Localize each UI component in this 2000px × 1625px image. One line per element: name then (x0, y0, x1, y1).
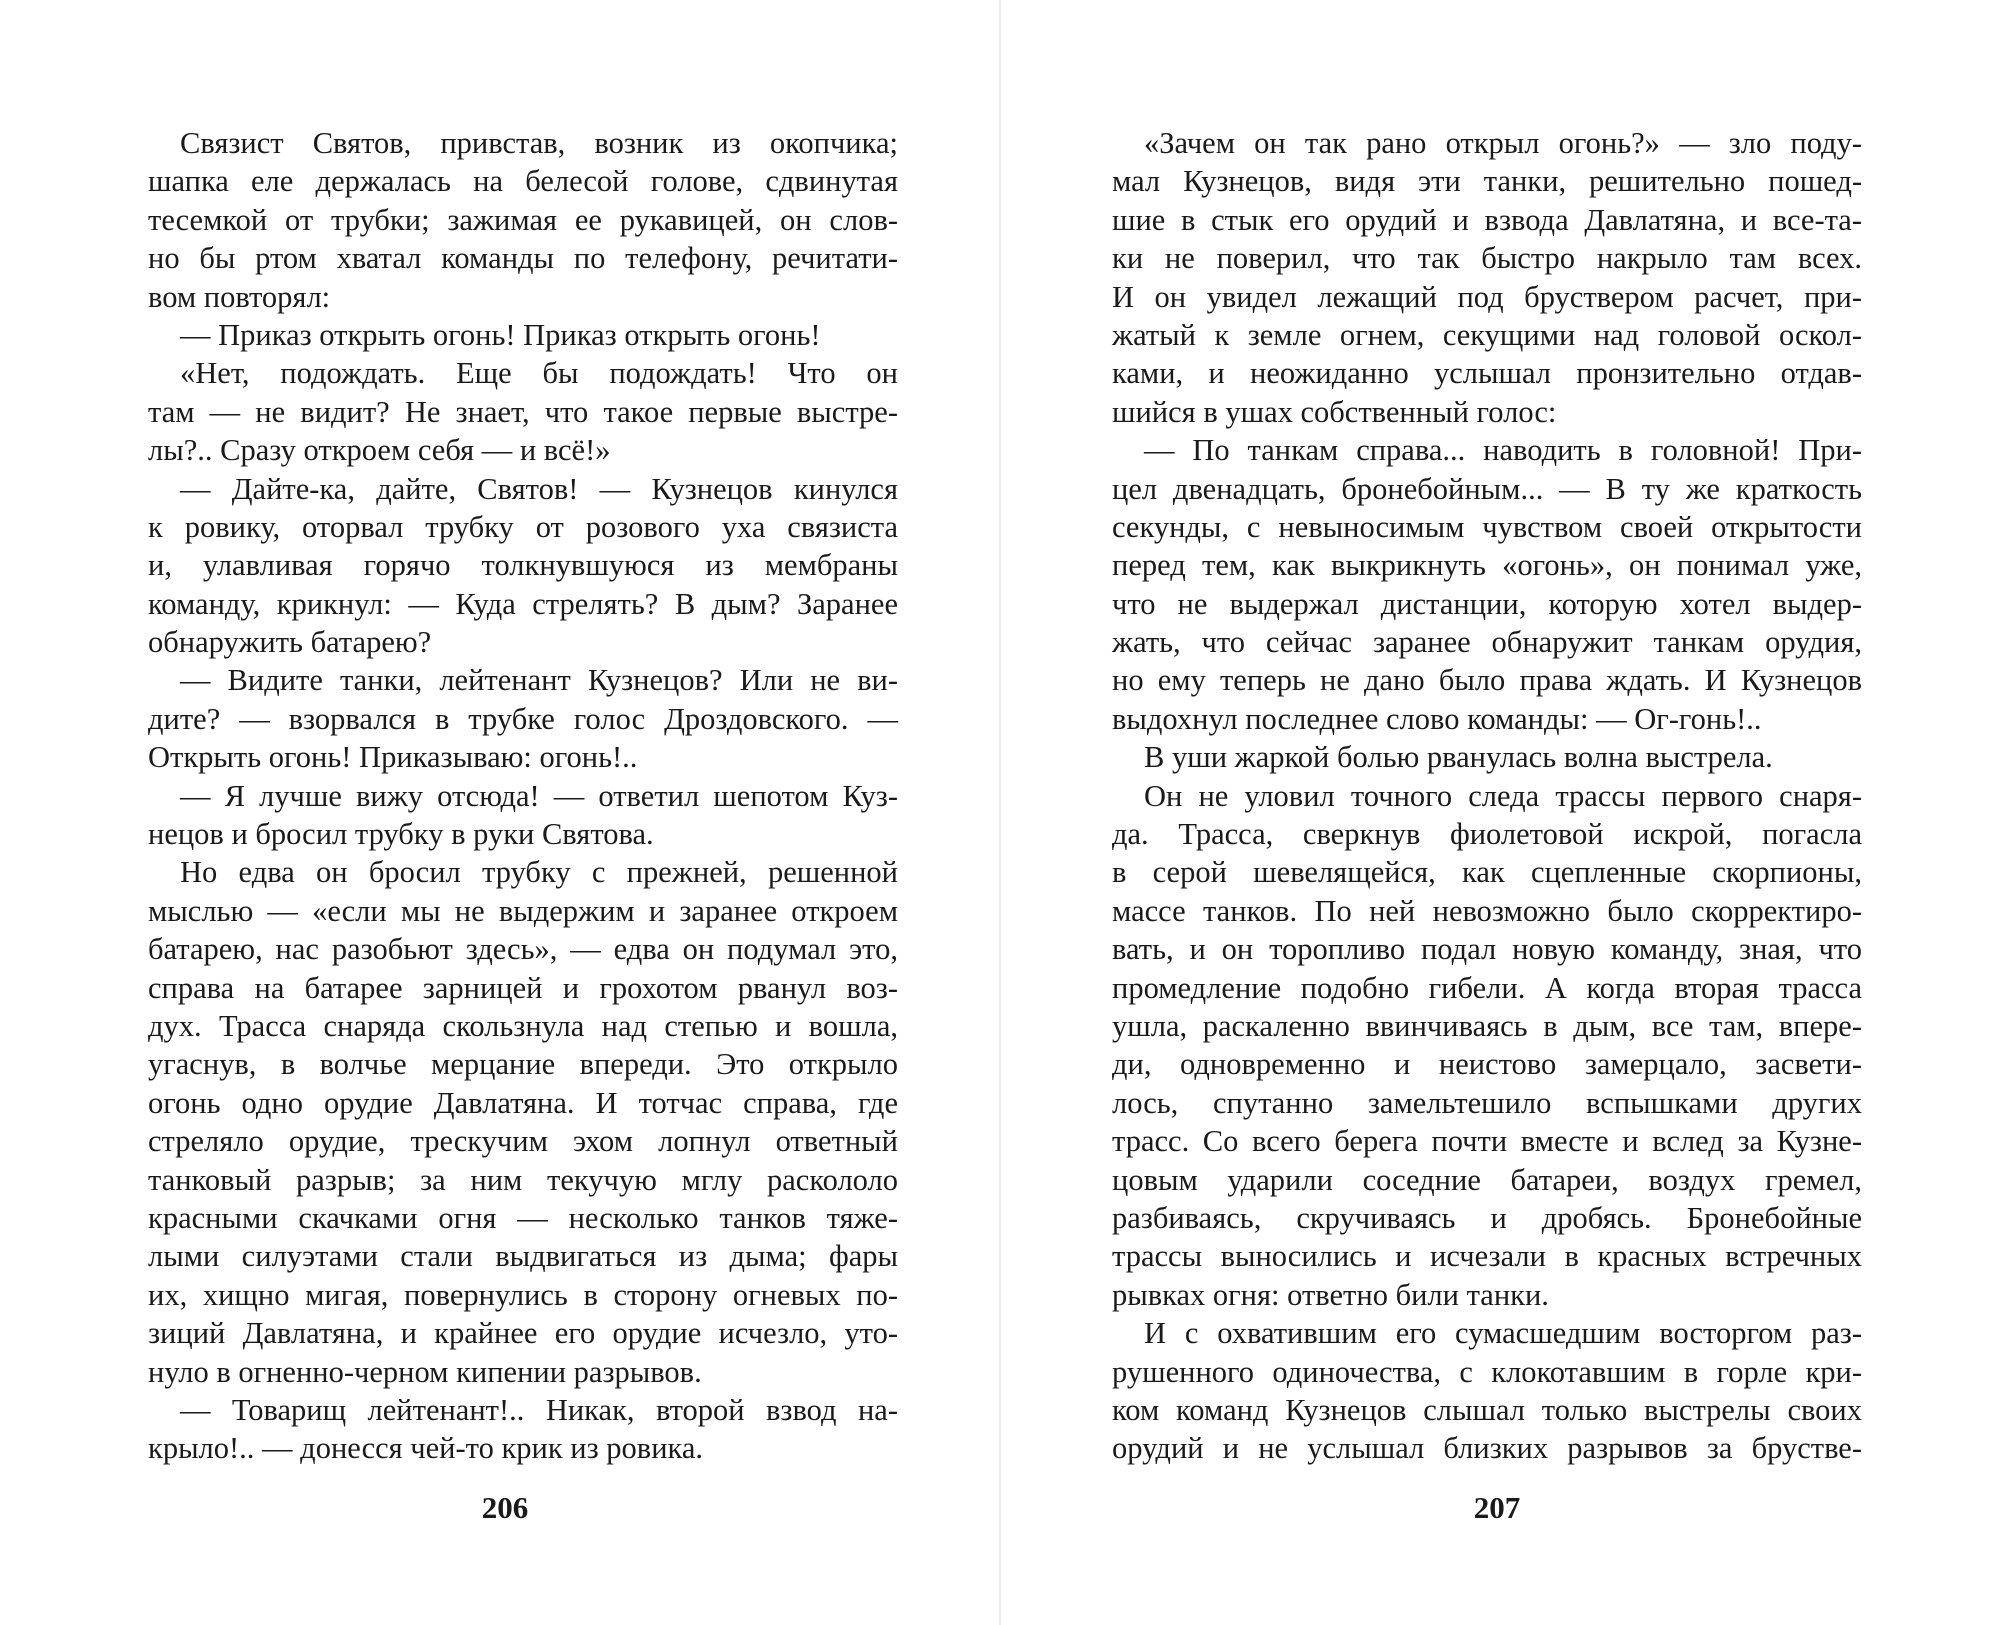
text-line: к ровику, оторвал трубку от розового уха связиста (148, 509, 898, 544)
text-line: тесемкой от трубки; зажимая ее рукавицей, он слов- (148, 202, 898, 237)
text-line: выдохнул последнее слово команды: — Ог-гонь!.. (1112, 701, 1762, 736)
text-line: крыло!.. — донесся чей-то крик из ровика. (148, 1431, 704, 1466)
text-line: ки не поверил, что так быстро накрыло там всех. (1112, 241, 1862, 276)
text-line: цовым ударили соседние батареи, воздух гремел, (1112, 1162, 1862, 1197)
text-line: справа на батарее зарницей и грохотом рванул воз- (148, 970, 898, 1005)
text-line: обнаружить батарею? (148, 625, 432, 660)
text-line: — Я лучше вижу отсюда! — ответил шепотом Куз- (180, 778, 898, 813)
text-line: и, улавливая горячо толкнувшуюся из мембраны (148, 548, 898, 583)
text-line: но ему теперь не дано было права ждать. И Кузнецов (1112, 663, 1862, 698)
text-line: в серой шевелящейся, как сцепленные скорпионы, (1112, 855, 1862, 890)
right-page (1000, 0, 1960, 1625)
text-line: красными скачками огня — несколько танков тяже- (148, 1200, 898, 1235)
text-line: да. Трасса, сверкнув фиолетовой искрой, погасла (1112, 817, 1862, 852)
text-line: массе танков. По ней невозможно было скорректиро- (1112, 893, 1862, 928)
text-line: Связист Святов, привстав, возник из окопчика; (180, 126, 898, 160)
text-line: «Нет, подождать. Еще бы подождать! Что он (180, 356, 898, 391)
text-line: огонь одно орудие Давлатяна. И тотчас справа, где (148, 1085, 898, 1120)
text-line: угаснув, в волчье мерцание впереди. Это открыло (148, 1047, 898, 1082)
text-line: танковый разрыв; за ним текучую мглу раскололо (148, 1162, 898, 1197)
text-line: нуло в огненно-черном кипении разрывов. (148, 1354, 702, 1389)
text-line: вом повторял: (148, 279, 331, 314)
text-line: там — не видит? Не знает, что такое первые выстре- (148, 394, 898, 429)
text-line: вать, и он торопливо подал новую команду, зная, что (1112, 932, 1862, 967)
text-line: В уши жаркой болью рванулась волна выстрела. (1144, 740, 1773, 775)
text-line: шапка еле держалась на белесой голове, сдвинутая (148, 164, 898, 199)
text-line: лось, спутанно замельтешило вспышками других (1112, 1085, 1862, 1120)
text-line: команду, крикнул: — Куда стрелять? В дым? Заранее (148, 586, 898, 621)
text-line: рывках огня: ответно били танки. (1112, 1277, 1549, 1312)
right-page-text (1112, 124, 1862, 1468)
text-line: орудий и не услышал близких разрывов за брустве- (1112, 1431, 1862, 1466)
text-line: секунды, с невыносимым чувством своей открытости (1112, 509, 1862, 544)
text-line: — Дайте-ка, дайте, Святов! — Кузнецов кинулся (180, 471, 898, 506)
text-line: Он не уловил точного следа трассы первого снаря- (1144, 778, 1862, 813)
text-line: Открыть огонь! Приказываю: огонь!.. (148, 740, 638, 775)
text-line: их, хищно мигая, повернулись в сторону огневых по- (148, 1277, 898, 1312)
text-line: ком команд Кузнецов слышал только выстрелы своих (1112, 1392, 1862, 1427)
text-line: перед тем, как выкрикнуть «огонь», он понимал уже, (1112, 548, 1862, 583)
text-line: цел двенадцать, бронебойным... — В ту же краткость (1112, 471, 1862, 506)
text-line: — По танкам справа... наводить в головной! При- (1144, 433, 1862, 468)
text-line: лыми силуэтами стали выдвигаться из дыма; фары (148, 1239, 898, 1274)
text-line: трассы выносились и исчезали в красных встречных (1112, 1239, 1862, 1274)
text-line: Но едва он бросил трубку с прежней, решенной (180, 855, 898, 890)
text-line: шийся в ушах собственный голос: (1112, 394, 1557, 429)
text-line: дух. Трасса снаряда скользнула над степью и вошла, (148, 1008, 898, 1043)
text-line: мал Кузнецов, видя эти танки, решительно пошед- (1112, 164, 1862, 199)
text-line: — Приказ открыть огонь! Приказ открыть огонь! (180, 317, 821, 352)
text-line: шие в стык его орудий и взвода Давлатяна, и все-та- (1112, 202, 1862, 237)
text-line: но бы ртом хватал команды по телефону, речитати- (148, 241, 898, 276)
text-line: рушенного одиночества, с клокотавшим в горле кри- (1112, 1354, 1862, 1389)
left-page (0, 0, 960, 1625)
text-line: дите? — взорвался в трубке голос Дроздовского. — (148, 701, 898, 736)
left-page-text (148, 124, 898, 1468)
text-line: стреляло орудие, трескучим эхом лопнул ответный (148, 1124, 898, 1159)
text-line: жатый к земле огнем, секущими над головой оскол- (1112, 317, 1862, 352)
text-line: что не выдержал дистанции, которую хотел выдер- (1112, 586, 1862, 621)
text-line: промедление подобно гибели. А когда вторая трасса (1112, 970, 1862, 1005)
text-line: жать, что сейчас заранее обнаружит танкам орудия, (1112, 625, 1862, 660)
text-line: лы?.. Сразу откроем себя — и всё!» (148, 433, 611, 468)
text-line: зиций Давлатяна, и крайнее его орудие исчезло, уто- (148, 1316, 898, 1351)
text-line: ками, и неожиданно услышал пронзительно отдав- (1112, 356, 1862, 391)
text-line: нецов и бросил трубку в руки Святова. (148, 817, 654, 852)
text-line: разбиваясь, скручиваясь и дробясь. Бронебойные (1112, 1200, 1862, 1235)
text-line: трасс. Со всего берега почти вместе и вслед за Кузне- (1112, 1124, 1862, 1159)
text-line: ушла, раскаленно ввинчиваясь в дым, все там, впере- (1112, 1008, 1862, 1043)
text-line: мыслью — «если мы не выдержим и заранее откроем (148, 893, 898, 928)
text-line: И он увидел лежащий под бруствером расчет, при- (1112, 279, 1862, 314)
text-line: — Товарищ лейтенант!.. Никак, второй взвод на- (180, 1392, 898, 1427)
text-line: ди, одновременно и неистово замерцало, засвети- (1112, 1047, 1862, 1082)
left-page-number: 206 (481, 1490, 529, 1525)
text-line: батарею, нас разобьют здесь», — едва он подумал это, (148, 932, 898, 967)
text-line: — Видите танки, лейтенант Кузнецов? Или не ви- (180, 663, 898, 698)
text-line: «Зачем он так рано открыл огонь?» — зло поду- (1144, 126, 1862, 160)
text-line: И с охватившим его сумасшедшим восторгом раз- (1144, 1316, 1862, 1351)
right-page-number: 207 (1473, 1490, 1521, 1525)
